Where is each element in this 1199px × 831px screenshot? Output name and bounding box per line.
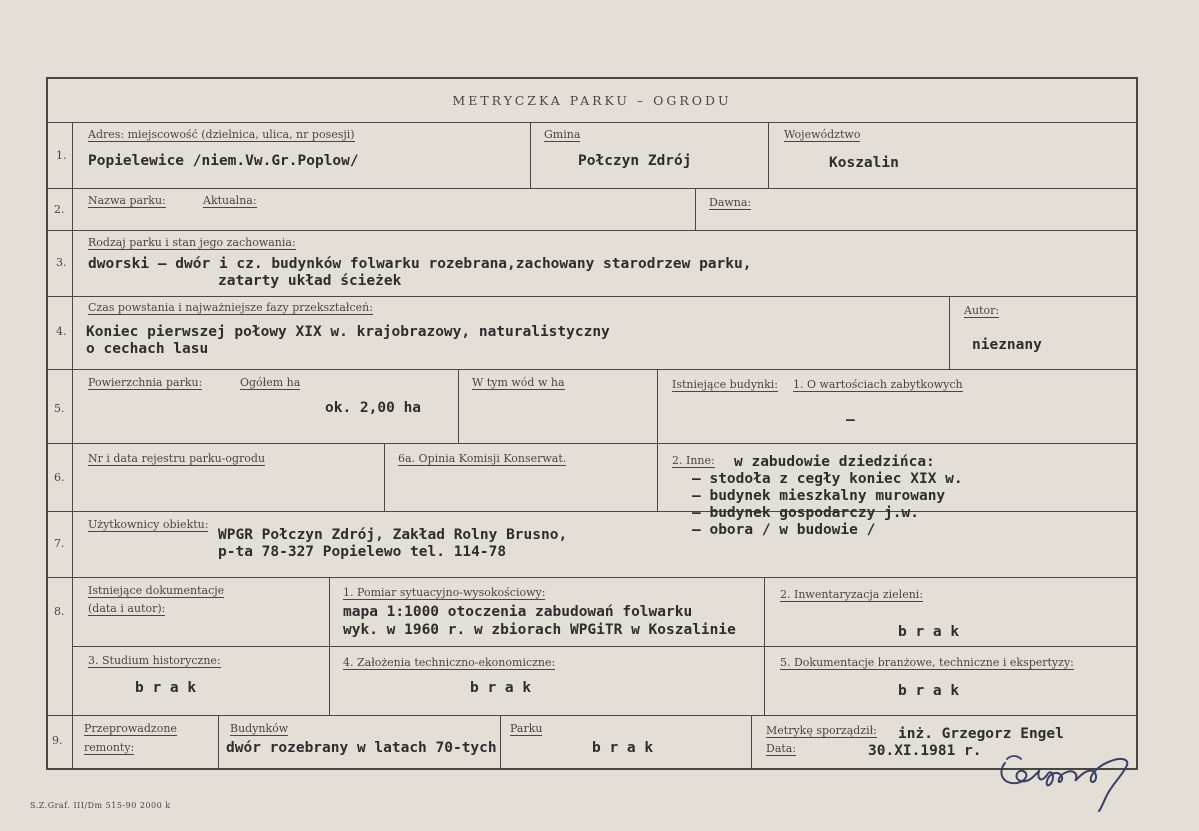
current-name-label: Aktualna: [203,194,257,207]
park-type-value-1: dworski – dwór i cz. budynków folwarku rozebrana,zachowany starodrzew parku, [88,256,752,272]
park-repairs-label: Parku [510,722,543,735]
r9-div-c [751,715,752,768]
r2-div [695,188,696,230]
row-sep-8 [46,715,1138,716]
r1-div-b [768,122,769,188]
r5-div-a [458,369,459,443]
frame-bottom [46,768,1138,770]
voivodeship-label: Województwo [784,128,861,141]
survey-value-1: mapa 1:1000 otoczenia zabudowań folwarku [343,604,693,620]
row-sep-7 [46,577,1138,578]
origin-label: Czas powstania i najważniejsze fazy przekształceń: [88,301,373,314]
monument-buildings-value: – [846,412,855,428]
park-name-label: Nazwa parku: [88,194,166,207]
row-sep-6 [46,511,1138,512]
frame-top [46,77,1138,79]
row-number: 5. [54,402,65,415]
monument-buildings-label: 1. O wartościach zabytkowych [793,378,963,391]
r9-div-a [218,715,219,768]
gmina-value: Połczyn Zdrój [578,153,692,169]
row-sep-5 [46,443,1138,444]
row-number: 9. [52,734,63,747]
row-sep-3 [46,296,1138,297]
row-number: 7. [54,537,65,550]
survey-label: 1. Pomiar sytuacyjno-wysokościowy: [343,586,546,599]
water-area-label: W tym wód w ha [472,376,565,389]
row-sep-8a [72,646,1138,647]
users-label: Użytkownicy obiektu: [88,518,209,531]
other-buildings-line-4: – budynek gospodarczy j.w. [692,505,919,521]
existing-docs-sublabel: (data i autor): [88,602,166,615]
row-number: 2. [54,203,65,216]
park-repairs-value: b r a k [592,740,654,756]
other-buildings-line-3: – budynek mieszkalny murowany [692,488,946,504]
frame-right [1136,77,1138,770]
park-type-value-2: zatarty układ ścieżek [218,273,402,289]
row-number: 8. [54,605,65,618]
form-title: METRYCZKA PARKU – OGRODU [452,93,732,108]
address-label: Adres: miejscowość (dzielnica, ulica, nr posesji) [88,128,355,141]
print-code: S.Z.Graf. III/Dm 515-90 2000 k [30,801,171,810]
r9-div-b [500,715,501,768]
r8-div-a [329,577,330,715]
signature [995,745,1145,815]
historical-study-label: 3. Studium historyczne: [88,654,221,667]
address-value: Popielewice /niem.Vw.Gr.Poplow/ [88,153,359,169]
existing-buildings-label: Istniejące budynki: [672,378,779,391]
other-buildings-label: 2. Inne: [672,454,715,467]
other-buildings-line-5: – obora / w budowie / [692,522,876,538]
prepared-by-label: Metrykę sporządził: [766,724,877,737]
historical-study-value: b r a k [135,680,197,696]
greenery-inventory-value: b r a k [898,624,960,640]
row-sep-4 [46,369,1138,370]
r1-div-a [530,122,531,188]
gmina-label: Gmina [544,128,581,141]
row-number: 1. [56,149,67,162]
park-type-label: Rodzaj parku i stan jego zachowania: [88,236,296,249]
buildings-repairs-label: Budynków [230,722,289,735]
survey-value-2: wyk. w 1960 r. w zbiorach WPGiTR w Koszalinie [343,622,736,638]
row-sep-1 [46,188,1138,189]
technical-assumptions-label: 4. Założenia techniczno-ekonomiczne: [343,656,556,669]
register-label: Nr i data rejestru parku-ogrodu [88,452,266,465]
branch-docs-value: b r a k [898,683,960,699]
row-number: 6. [54,471,65,484]
existing-docs-label: Istniejące dokumentacje [88,584,225,597]
voivodeship-value: Koszalin [829,155,899,171]
r8-div-b [764,577,765,715]
other-buildings-line-1: w zabudowie dziedzińca: [734,454,935,470]
r4-div [949,296,950,369]
area-label: Powierzchnia parku: [88,376,203,389]
prepared-by-value: inż. Grzegorz Engel [898,726,1064,742]
commission-opinion-label: 6a. Opinia Komisji Konserwat. [398,452,567,465]
former-name-label: Dawna: [709,196,752,209]
users-value-1: WPGR Połczyn Zdrój, Zakład Rolny Brusno, [218,527,568,543]
row-sep-2 [46,230,1138,231]
r6-div [384,443,385,511]
area-value: ok. 2,00 ha [325,400,422,416]
greenery-inventory-label: 2. Inwentaryzacja zieleni: [780,588,924,601]
buildings-repairs-value: dwór rozebrany w latach 70-tych [226,740,497,756]
date-label: Data: [766,742,797,755]
area-total-label: Ogółem ha [240,376,301,389]
users-value-2: p-ta 78-327 Popielewo tel. 114-78 [218,544,507,560]
origin-value-2: o cechach lasu [86,341,209,357]
row-number: 4. [56,325,67,338]
date-value: 30.XI.1981 r. [868,743,982,759]
other-buildings-line-2: – stodoła z cegły koniec XIX w. [692,471,963,487]
author-label: Autor: [964,304,1000,317]
repairs-sublabel: remonty: [84,741,135,754]
r5-div-b [657,369,658,511]
repairs-label: Przeprowadzone [84,722,177,735]
origin-value-1: Koniec pierwszej połowy XIX w. krajobrazowy, naturalistyczny [86,324,610,340]
content-top [46,122,1138,123]
author-value: nieznany [972,337,1042,353]
number-column-divider [72,122,73,768]
technical-assumptions-value: b r a k [470,680,532,696]
row-number: 3. [56,256,67,269]
frame-left [46,77,48,770]
branch-docs-label: 5. Dokumentacje branżowe, techniczne i ekspertyzy: [780,656,1074,669]
